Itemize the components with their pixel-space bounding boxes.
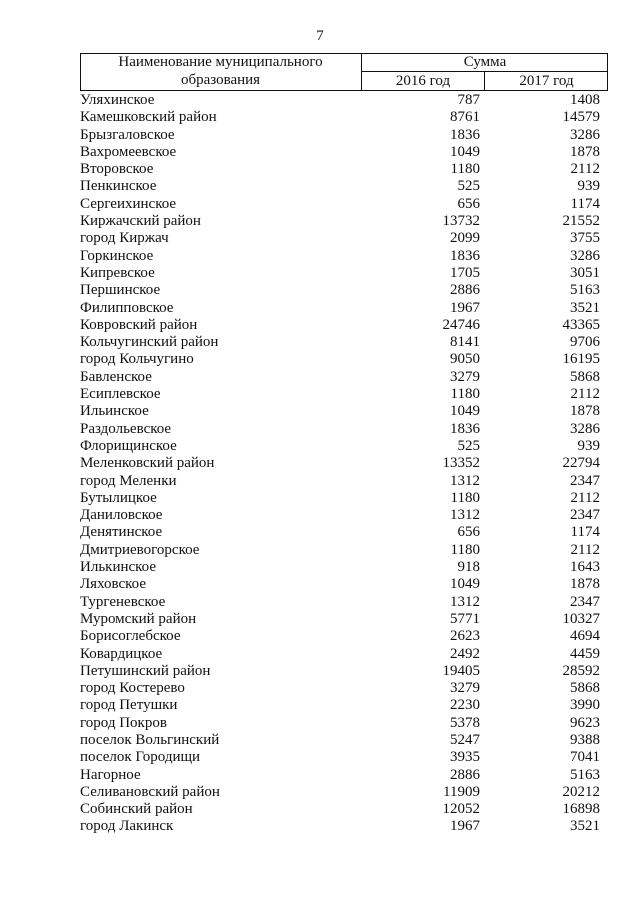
amount-2017: 2347	[570, 507, 600, 524]
header-year-2016: 2016 год	[395, 73, 451, 89]
amount-2017: 3521	[570, 299, 600, 316]
municipality-name: Есиплевское	[80, 386, 161, 403]
table-row	[0, 300, 640, 317]
municipality-name: поселок Вольгинский	[80, 731, 220, 748]
header-name-line2: образования	[180, 72, 261, 88]
amount-2016: 13352	[442, 455, 480, 472]
header-year-2017: 2017 год	[519, 73, 574, 89]
amount-2016: 1836	[450, 247, 480, 264]
municipality-name: Киржачский район	[80, 213, 201, 230]
table-row	[0, 646, 640, 663]
table-row	[0, 576, 640, 593]
amount-2016: 918	[457, 559, 480, 576]
amount-2016: 2886	[450, 282, 480, 299]
amount-2017: 939	[577, 437, 600, 454]
amount-2017: 10327	[562, 610, 600, 627]
amount-2016: 656	[457, 524, 480, 541]
table-row	[0, 282, 640, 299]
table-row	[0, 559, 640, 576]
amount-2016: 2099	[450, 230, 480, 247]
amount-2017: 3051	[570, 264, 600, 281]
table-row	[0, 473, 640, 490]
amount-2017: 5163	[570, 282, 600, 299]
municipality-name: Борисоглебское	[80, 628, 181, 645]
table-row	[0, 92, 640, 109]
amount-2016: 1049	[450, 403, 480, 420]
table-row	[0, 801, 640, 818]
amount-2016: 1705	[450, 264, 480, 281]
municipality-name: Меленковский район	[80, 455, 215, 472]
amount-2016: 656	[457, 195, 480, 212]
table-row	[0, 127, 640, 144]
table-row	[0, 334, 640, 351]
amount-2016: 525	[457, 178, 480, 195]
table-row	[0, 386, 640, 403]
table-header	[80, 53, 608, 91]
municipality-name: город Меленки	[80, 472, 177, 489]
amount-2017: 21552	[562, 213, 600, 230]
table-row	[0, 403, 640, 420]
amount-2017: 43365	[562, 316, 600, 333]
amount-2016: 1049	[450, 576, 480, 593]
municipality-name: Муромский район	[80, 610, 197, 627]
amount-2016: 1312	[450, 507, 480, 524]
amount-2017: 3755	[570, 230, 600, 247]
page-number: 7	[316, 28, 324, 44]
municipality-name: Ковардицкое	[80, 645, 163, 662]
amount-2016: 525	[457, 437, 480, 454]
table-row	[0, 421, 640, 438]
table-row	[0, 248, 640, 265]
table-row	[0, 317, 640, 334]
amount-2016: 1967	[450, 299, 480, 316]
amount-2017: 28592	[562, 662, 600, 679]
header-sum: Сумма	[463, 54, 507, 70]
municipality-name: Селивановский район	[80, 783, 220, 800]
amount-2017: 3286	[570, 247, 600, 264]
amount-2017: 1643	[570, 559, 600, 576]
municipality-name: Бавленское	[80, 368, 152, 385]
amount-2016: 3279	[450, 368, 480, 385]
table-row	[0, 680, 640, 697]
table-row	[0, 594, 640, 611]
municipality-name: Флорищинское	[80, 437, 177, 454]
municipality-name: Денятинское	[80, 524, 163, 541]
amount-2016: 2492	[450, 645, 480, 662]
header-name-line1: Наименование муниципального	[118, 54, 323, 70]
municipality-name: Сергеихинское	[80, 195, 177, 212]
amount-2016: 1180	[450, 541, 480, 558]
municipality-name: Кипревское	[80, 264, 155, 281]
table-row	[0, 611, 640, 628]
amount-2016: 1180	[450, 386, 480, 403]
amount-2016: 2623	[450, 628, 480, 645]
amount-2017: 5868	[570, 368, 600, 385]
amount-2016: 19405	[442, 662, 480, 679]
amount-2016: 24746	[442, 316, 480, 333]
amount-2017: 1878	[570, 576, 600, 593]
amount-2017: 5163	[570, 766, 600, 783]
amount-2016: 12052	[442, 801, 480, 818]
amount-2017: 9623	[570, 714, 600, 731]
table-row	[0, 628, 640, 645]
amount-2017: 1878	[570, 143, 600, 160]
municipality-name: Брызгаловское	[80, 126, 175, 143]
amount-2016: 5771	[450, 610, 480, 627]
amount-2017: 3286	[570, 420, 600, 437]
table-row	[0, 213, 640, 230]
municipality-name: Уляхинское	[80, 92, 155, 108]
amount-2017: 4459	[570, 645, 600, 662]
amount-2017: 2347	[570, 472, 600, 489]
table-row	[0, 663, 640, 680]
amount-2016: 1180	[450, 161, 480, 178]
amount-2017: 3521	[570, 818, 600, 835]
municipality-name: Собинский район	[80, 801, 193, 818]
amount-2017: 1174	[570, 524, 600, 541]
municipality-name: город Лакинск	[80, 818, 174, 835]
amount-2017: 2112	[570, 161, 600, 178]
amount-2016: 1180	[450, 489, 480, 506]
amount-2017: 9706	[570, 334, 600, 351]
municipality-name: Першинское	[80, 282, 161, 299]
table-row	[0, 767, 640, 784]
municipality-name: Вахромеевское	[80, 143, 177, 160]
amount-2016: 13732	[442, 213, 480, 230]
amount-2016: 8141	[450, 334, 480, 351]
amount-2017: 939	[577, 178, 600, 195]
table-row	[0, 230, 640, 247]
amount-2017: 4694	[570, 628, 600, 645]
amount-2017: 16195	[562, 351, 600, 368]
amount-2017: 2112	[570, 489, 600, 506]
municipality-name: Бутылицкое	[80, 489, 157, 506]
amount-2017: 22794	[562, 455, 600, 472]
municipality-name: Дмитриевогорское	[80, 541, 200, 558]
municipality-name: Раздольевское	[80, 420, 172, 437]
table-row	[0, 109, 640, 126]
table-row	[0, 524, 640, 541]
amount-2016: 1836	[450, 420, 480, 437]
amount-2016: 1312	[450, 593, 480, 610]
municipality-name: Илькинское	[80, 559, 157, 576]
amount-2017: 2112	[570, 386, 600, 403]
municipality-name: Тургеневское	[80, 593, 166, 610]
municipality-name: город Кольчугино	[80, 351, 194, 368]
table-row	[0, 351, 640, 368]
municipality-name: Филипповское	[80, 299, 174, 316]
municipality-name: Горкинское	[80, 247, 154, 264]
amount-2017: 3990	[570, 697, 600, 714]
table-row	[0, 265, 640, 282]
table-row	[0, 715, 640, 732]
amount-2017: 20212	[562, 783, 600, 800]
municipality-name: Кольчугинский район	[80, 334, 219, 351]
amount-2016: 8761	[450, 109, 480, 126]
table-row	[0, 490, 640, 507]
amount-2016: 1967	[450, 818, 480, 835]
table-row	[0, 818, 640, 835]
table-row	[0, 178, 640, 195]
amount-2016: 5247	[450, 731, 480, 748]
amount-2017: 9388	[570, 731, 600, 748]
amount-2017: 1878	[570, 403, 600, 420]
amount-2017: 7041	[570, 749, 600, 766]
municipality-name: Ильинское	[80, 403, 149, 420]
table-row	[0, 784, 640, 801]
amount-2016: 1836	[450, 126, 480, 143]
table-row	[0, 438, 640, 455]
municipality-name: город Покров	[80, 714, 167, 731]
municipality-name: Второвское	[80, 161, 154, 178]
table-row	[0, 369, 640, 386]
table-row	[0, 697, 640, 714]
table-row	[0, 161, 640, 178]
amount-2016: 11909	[443, 783, 480, 800]
table-body	[0, 92, 640, 836]
table-row	[0, 542, 640, 559]
municipality-name: Ляховское	[80, 576, 147, 593]
table-row	[0, 732, 640, 749]
table-row	[0, 455, 640, 472]
amount-2016: 2230	[450, 697, 480, 714]
amount-2016: 1049	[450, 143, 480, 160]
amount-2016: 787	[457, 92, 480, 108]
amount-2017: 2347	[570, 593, 600, 610]
municipality-name: город Киржач	[80, 230, 169, 247]
amount-2016: 5378	[450, 714, 480, 731]
municipality-name: Пенкинское	[80, 178, 157, 195]
amount-2016: 9050	[450, 351, 480, 368]
municipality-name: Нагорное	[80, 766, 141, 783]
amount-2017: 1408	[570, 92, 600, 108]
header-bottom-border	[80, 90, 608, 91]
table-row	[0, 196, 640, 213]
municipality-name: поселок Городищи	[80, 749, 201, 766]
municipality-name: Камешковский район	[80, 109, 217, 126]
amount-2017: 3286	[570, 126, 600, 143]
amount-2017: 1174	[570, 195, 600, 212]
municipality-name: город Костерево	[80, 680, 185, 697]
municipality-name: Петушинский район	[80, 662, 211, 679]
amount-2017: 5868	[570, 680, 600, 697]
table-row	[0, 749, 640, 766]
table-row	[0, 144, 640, 161]
amount-2016: 1312	[450, 472, 480, 489]
amount-2016: 3935	[450, 749, 480, 766]
amount-2016: 2886	[450, 766, 480, 783]
table-row	[0, 507, 640, 524]
amount-2016: 3279	[450, 680, 480, 697]
amount-2017: 14579	[562, 109, 600, 126]
municipality-name: Ковровский район	[80, 316, 198, 333]
municipality-name: Даниловское	[80, 507, 163, 524]
amount-2017: 16898	[562, 801, 600, 818]
amount-2017: 2112	[570, 541, 600, 558]
municipality-name: город Петушки	[80, 697, 178, 714]
